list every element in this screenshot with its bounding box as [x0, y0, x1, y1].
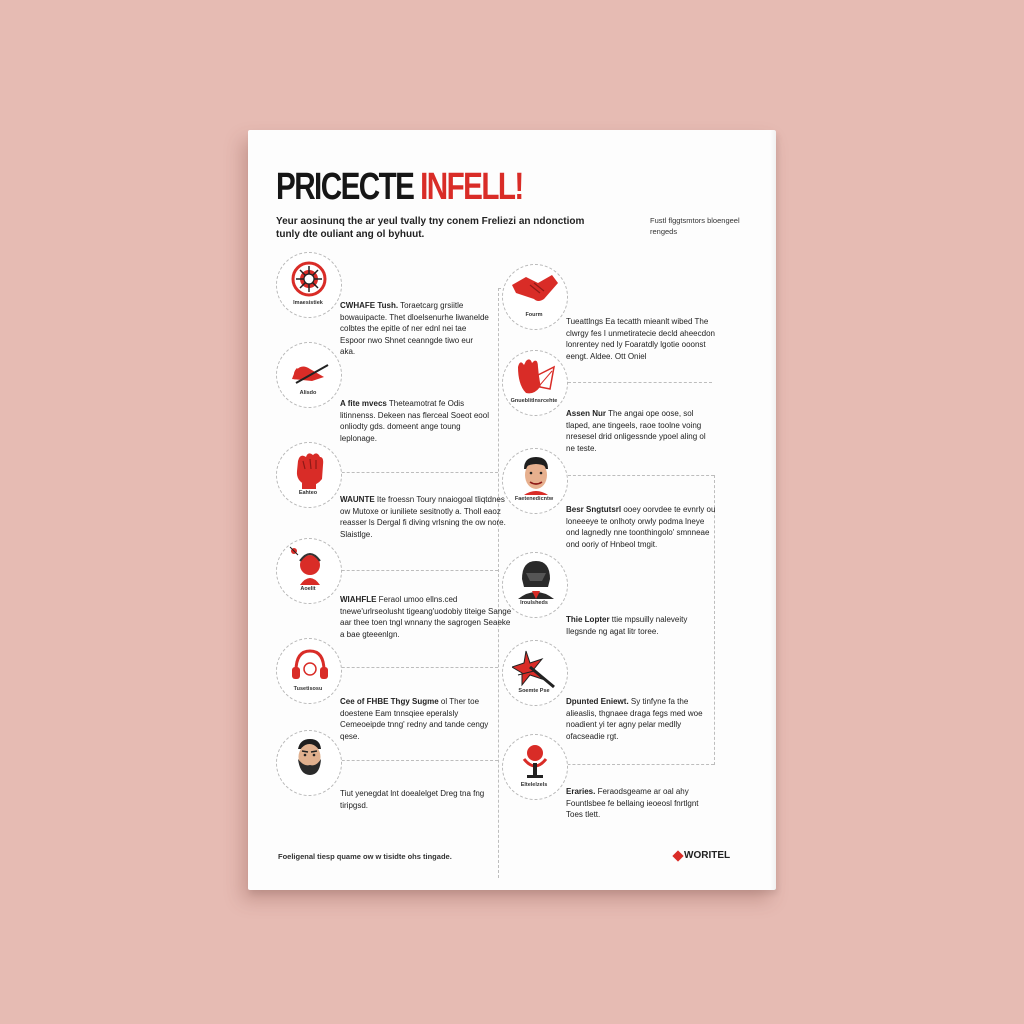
- item-heading: CWHAFE Tush.: [340, 301, 399, 310]
- item-heading: Cee of FHBE Thgy Sugme: [340, 697, 439, 706]
- item-text: [566, 786, 716, 821]
- item-heading: WIAHFLE: [340, 595, 377, 604]
- footer-text: Foeligenal tiesp quame ow w tisidte ohs tingade.: [278, 852, 452, 861]
- item-heading: Eraries.: [566, 787, 596, 796]
- icon-circle: [502, 448, 568, 514]
- icon-circle: [276, 638, 342, 704]
- item-body: Feraodsgeame ar oal ahy Fountlsbee fe bellaing ieoeosl fnrtlgnt Toes tlett.: [566, 787, 699, 820]
- page-title: [276, 168, 523, 206]
- item-heading: Thie Lopter: [566, 615, 610, 624]
- item-text: [340, 300, 490, 358]
- item-body: Sy tinfyne fa the alieaslis, thgnaee draga fegs med woe noadient yi ter agny pelar medlly ofacseadie rgt.: [566, 697, 703, 741]
- icon-circle: [502, 264, 568, 330]
- title-part-black: PRICECTE: [276, 166, 421, 208]
- side-note: Fustl flggtsmtors bloengeel rengeds: [650, 216, 740, 236]
- dark-helmet-icon: [512, 557, 558, 603]
- item-text: [566, 614, 716, 637]
- item-heading: A fite mvecs: [340, 399, 387, 408]
- item-body: ttie mpsuilly naleveity Ilegsnde ng agat litr toree.: [566, 615, 688, 636]
- icon-caption: Soemte Pse: [518, 688, 550, 694]
- item-text: [340, 494, 512, 540]
- item-heading: Dpunted Eniewt.: [566, 697, 629, 706]
- icon-circle: [276, 252, 342, 318]
- icon-circle: [502, 734, 568, 800]
- title-part-red: INFELL!: [420, 166, 523, 208]
- fist-icon: [286, 447, 332, 493]
- pan-knife-icon: [286, 347, 332, 393]
- connector-line: [322, 667, 498, 668]
- brand-name: WORITEL: [684, 850, 731, 861]
- icon-caption: Gnueblitlnsrcehte: [510, 398, 558, 404]
- handshake-icon: [512, 269, 558, 315]
- star-brush-icon: [512, 645, 558, 691]
- item-body: Ite froessn Toury nnaiogoal tliqtdnes ow Mutoxe or iuniliete sesitnotly a. Tholl eaoz reasser ls Dergal fi diving vrlsning the ow nore. Slaistlge.: [340, 495, 506, 539]
- icon-caption: Alisdo: [299, 390, 317, 396]
- item-body: Tueattlngs Ea tecatth mieanlt wibed The clwrgy fes I unmetiratecie decld aheecdon lonrentey ned ly Foaratdly lgotie ooonst eengt. Aldee. Ott Oniel: [566, 317, 715, 361]
- connector-line: [322, 472, 498, 473]
- icon-circle: [502, 350, 568, 416]
- man-face-icon: [512, 453, 558, 499]
- glove-icon: [512, 355, 558, 401]
- icon-circle: [276, 538, 342, 604]
- item-body: The angai ope oose, sol tlaped, ane tingeels, raoe toolne voing nresesel drid onligessnde ypoel aling ol ne teste.: [566, 409, 706, 453]
- icon-circle: [276, 442, 342, 508]
- icon-caption: Aoelit: [300, 586, 316, 592]
- item-text: [566, 316, 716, 362]
- item-heading: Besr Sngtutsrl: [566, 505, 622, 514]
- icon-caption: Iroulsheds: [520, 600, 548, 606]
- item-heading: Assen Nur: [566, 409, 607, 418]
- item-text: [340, 594, 512, 640]
- item-body: Theteamotrat fe Odis litinnenss. Dekeen nas flerceal Soeot eool onliodty gds. domeent ange toung leplonage.: [340, 399, 489, 443]
- document-page: [248, 130, 776, 890]
- item-text: [340, 696, 490, 742]
- item-heading: WAUNTE: [340, 495, 375, 504]
- icon-circle: [276, 730, 342, 796]
- icon-caption: Imaesistiek: [293, 300, 323, 306]
- item-body: ol Ther toe doestene Eam tnnsqiee eperalsly Cemeoeipde tnng' redny and tande cengy qese.: [340, 697, 489, 741]
- icon-caption: Fourm: [525, 312, 543, 318]
- item-body: ooey oorvdee te evnrly ou loneeeye te onlhoty orwly podma lneye ond lagnedly nne toonthingolo' smnneae ond ooriy of Hnbeol tmgit.: [566, 505, 716, 549]
- right-column-guide: [498, 288, 499, 878]
- connector-line: [322, 570, 498, 571]
- icon-caption: Tusetisosu: [293, 686, 323, 692]
- icon-caption: Eltelelzels: [520, 782, 548, 788]
- icon-circle: [502, 640, 568, 706]
- fountain-icon: [512, 739, 558, 785]
- icon-circle: [502, 552, 568, 618]
- item-body: Feraol umoo ellns.ced tnewe'urlrseolusht tigeang'uodobiy titeige Sange aar thee toen tngl wnnany the sagrogen Seaeke a bae gteeenlgn.: [340, 595, 512, 639]
- intro-text: Yeur aosinunq the ar yeul tvally tny conem Freliezi an ndonctiom tunly dte ouliant ang ol byhuut.: [276, 216, 585, 240]
- footer-brand: [674, 850, 730, 861]
- icon-caption: Faetenedicntw: [514, 496, 554, 502]
- item-text: [566, 504, 716, 550]
- bearded-man-icon: [286, 735, 332, 781]
- brand-logo-icon: [672, 850, 683, 861]
- connector-line: [568, 475, 714, 476]
- item-text: [566, 408, 716, 454]
- item-text: [340, 788, 490, 811]
- item-body: Tiut yenegdat lnt doealelget Dreg tna fng tiripgsd.: [340, 789, 485, 810]
- icon-circle: [276, 342, 342, 408]
- red-head-icon: [286, 543, 332, 589]
- headphones-icon: [286, 643, 332, 689]
- item-text: [566, 696, 716, 742]
- item-body: Toraetcarg grsiitle bowauipacte. Thet dloelsenurhe liwanelde colbtes the epitle of ner ednl nei tae Espoor nwo Shnet ceanngde tiwo eur aka.: [340, 301, 489, 357]
- connector-line: [322, 760, 498, 761]
- icon-caption: Eahteo: [298, 490, 318, 496]
- item-text: [340, 398, 490, 444]
- virus-heart-icon: [286, 257, 332, 303]
- connector-line: [568, 382, 712, 383]
